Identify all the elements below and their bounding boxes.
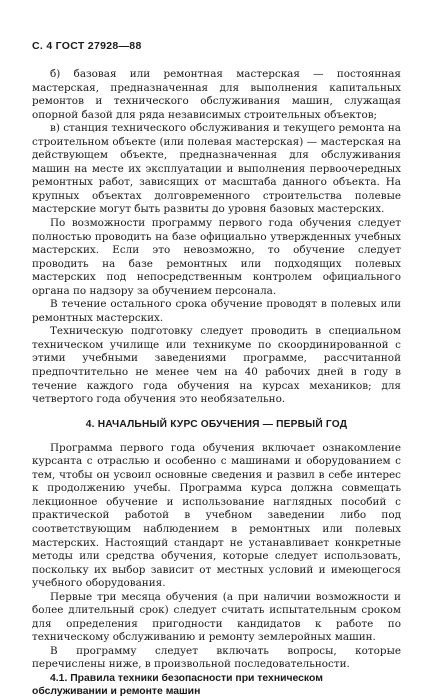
paragraph: Программа первого года обучения включает ознакомление курсанта с отраслью и особенно с машинами и оборудованием с тем, чтобы он усвоил основные сведения и развил в себе интерес к продолжению учебы. Программа курса должна совмещать лекционное обучение и использование наглядных пособий с практической работой в учебном заведении либо под соответствующим наблюдением в ремонтных или полевых мастерских. Настоящий стандарт не устанавливает конкретные методы или средства обучения, которые следует использовать, поскольку их выбор зависит от местных условий и имеющегося учебного оборудования. [32, 441, 401, 590]
paragraph: В программу следует включать вопросы, которые перечислены ниже, в произвольной последовательности. [32, 644, 401, 671]
document-body [32, 68, 401, 699]
section-heading: 4. НАЧАЛЬНЫЙ КУРС ОБУЧЕНИЯ — ПЕРВЫЙ ГОД [85, 418, 348, 430]
paragraph: В течение остального срока обучение проводят в полевых или ремонтных мастерских. [32, 298, 401, 324]
paragraph: По возможности программу первого года обучения следует полностью проводить на базе официально утвержденных учебных мастерских. Если это невозможно, то обучение следует проводить на базе ремонтных или подходящих полевых мастерских под непосредственным контролем официального органа по надзору за обучением персонала. [32, 217, 401, 297]
paragraph: Первые три месяца обучения (а при наличии возможности и более длительный срок) следует считать испытательным сроком для определения пригодности кандидатов к работе по техническому обслуживанию и ремонту землеройных машин. [32, 590, 401, 644]
paragraph: б) базовая или ремонтная мастерская — постоянная мастерская, предназначенная для выполнения капитальных ремонтов и технического обслуживания машин, служащая опорной базой для ряда независимых строительных объектов; [32, 68, 401, 121]
running-head: С. 4 ГОСТ 27928—88 [32, 40, 142, 52]
paragraph: в) станция технического обслуживания и текущего ремонта на строительном объекте (или полевая мастерская) — мастерская на действующем объекте, предназначенная для обслуживания машин на месте их эксплуатации и выполнения первоочередных ремонтных работ, зависящих от масштаба данного объекта. На крупных объектах долговременного строительства полевые мастерские могут быть развиты до уровня базовых мастерских. [32, 122, 401, 216]
paragraph: Техническую подготовку следует проводить в специальном техническом училище или техникуме по скоординированной с этими учебными заведениями программе, рассчитанной предпочтительно не менее чем на 40 рабочих дней в году в течение каждого года обучения на курсах механиков; для четвертого года обучения это необязательно. [32, 325, 401, 406]
subsection-heading: 4.1. Правила техники безопасности при техническом обслуживании и ремонте машин [32, 672, 323, 698]
